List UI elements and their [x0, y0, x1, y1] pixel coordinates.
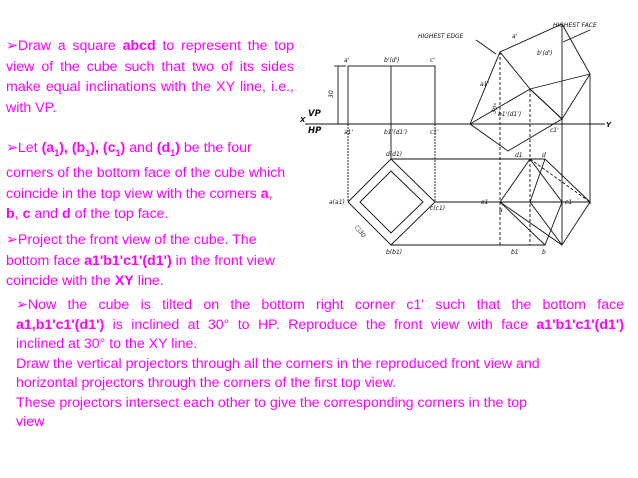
step-2-c4: ) — [175, 140, 180, 156]
step-2-sub3: 1 — [115, 147, 121, 158]
label-dim-30: 30 — [328, 90, 335, 98]
step-4-line-5: horizontal projectors through the corners of the first top view. — [16, 375, 397, 391]
bullet-arrow-icon: ➢ — [6, 38, 18, 54]
right-top-view-hidden — [530, 159, 590, 202]
step-3-t3: line. — [133, 273, 164, 289]
step-2-t2: and — [125, 140, 157, 156]
label-r-b: b — [542, 249, 546, 256]
step-2-c: c — [22, 206, 31, 223]
label-c-prime: c' — [430, 57, 435, 64]
leader-highest-edge — [476, 40, 496, 54]
step-2-sep1: , — [268, 185, 273, 202]
label-c1-prime: c1' — [430, 129, 439, 136]
step-3-xy: XY — [114, 273, 134, 289]
tilted-face-base — [470, 89, 562, 151]
label-r-a1b: a1 — [481, 199, 489, 206]
label-r-c1: c1' — [550, 127, 559, 134]
step-3-face: a1'b1'c1'(d1') — [84, 252, 172, 269]
step-1-lead: Draw a square — [17, 38, 123, 54]
label-highest-edge: HIGHEST EDGE — [418, 33, 464, 40]
bullet-arrow-icon: ➢ — [6, 232, 18, 248]
label-y: Y — [606, 121, 612, 129]
step-2-sep2: , — [14, 206, 23, 223]
step-2-sub2: 1 — [85, 147, 91, 158]
step-2-c2: ), — [90, 140, 103, 156]
step-4-line-1: ➢Now the cube is tilted on the bottom right corner c1' such that the bottom face — [16, 297, 624, 313]
front-view-square — [348, 66, 435, 124]
step-4-text — [16, 296, 624, 433]
step-2-c3: ) — [120, 140, 126, 156]
step-2-sub4: 1 — [170, 147, 176, 158]
step-2-sep3: and — [30, 206, 63, 223]
label-r-d1: d1 — [515, 152, 523, 159]
step-2-t1: Let — [17, 140, 42, 156]
tilted-edge-2 — [530, 89, 562, 119]
step-3-t2: in the front view coincide with the — [6, 252, 276, 289]
bullet-arrow-icon: ➢ — [6, 140, 18, 156]
label-hp: HP — [308, 126, 322, 136]
label-a1-prime: a1' — [344, 129, 354, 136]
label-vp: VP — [308, 109, 321, 119]
label-r-b1: b1 — [511, 249, 519, 256]
step-4-line-7: view — [16, 414, 45, 430]
step-4-line-2: a1,b1'c1'(d1') is inclined at 30° to HP. Reproduce the front view with face a1'b1'c1'(d1') — [16, 316, 624, 333]
label-d-d1: d(d1) — [386, 151, 403, 158]
label-a-prime: a' — [344, 57, 350, 64]
step-2-text — [6, 138, 286, 225]
label-highest-face: HIGHEST FACE — [553, 22, 597, 29]
step-2-b: b — [6, 206, 15, 223]
label-c-c1: c(c1) — [430, 205, 446, 212]
right-top-view-diag — [500, 202, 562, 245]
step-2-a1: (a — [41, 140, 55, 156]
label-square-30: □30 — [353, 224, 367, 240]
label-x: X — [300, 116, 306, 124]
label-bd-prime: b'(d') — [384, 57, 400, 64]
step-1-text — [6, 36, 294, 118]
step-3-text — [6, 230, 298, 292]
step-1-abcd: abcd — [122, 38, 156, 54]
label-r-a: a — [499, 207, 503, 214]
tilted-edge-3 — [530, 74, 590, 89]
tilted-edge-1 — [500, 52, 530, 89]
step-1-rest: to represent the top view of the cube such that two of its sides make equal inclinations with the XY line, i.e., with VP. — [6, 38, 294, 116]
step-2-cc: (c — [102, 140, 116, 156]
label-r-a1: a1' — [480, 81, 490, 88]
step-2-t4: of the top face. — [70, 206, 169, 223]
step-4-line-4: Draw the vertical projectors through all the corners in the reproduced front view and — [16, 355, 540, 372]
label-r-b1d1: b1'(d1') — [498, 111, 522, 118]
label-r-bd-prime: b'(d') — [537, 50, 553, 57]
leader-highest-face — [563, 30, 590, 42]
bullet-arrow-icon: ➢ — [16, 297, 28, 313]
label-r-d: d — [542, 152, 546, 159]
step-2-sub1: 1 — [54, 147, 60, 158]
step-2-d1: (d — [156, 140, 171, 156]
step-2-a: a — [260, 185, 269, 202]
step-2-d: d — [62, 206, 71, 223]
cube-projection-drawing — [300, 14, 630, 289]
label-a-a1: a(a1) — [329, 199, 345, 206]
step-2-t3: be the four corners of the bottom face of the cube which coincide in the top view with the corners — [6, 140, 286, 202]
label-angle-30: 30° — [490, 102, 501, 115]
step-4-line-6: These projectors intersect each other to give the corresponding corners in the top — [16, 394, 528, 411]
step-4-line-3: inclined at 30° to the XY line. — [16, 336, 198, 352]
step-3-t1: Project the front view of the cube. The bottom face — [6, 232, 257, 269]
label-r-c1b: c1 — [565, 199, 573, 206]
step-2-b1: (b — [71, 140, 86, 156]
step-2-c1: ), — [59, 140, 72, 156]
label-r-a-prime: a' — [512, 33, 518, 40]
label-b-b1: b(b1) — [386, 249, 403, 256]
label-b1d1-prime: b1'(d1') — [384, 129, 408, 136]
